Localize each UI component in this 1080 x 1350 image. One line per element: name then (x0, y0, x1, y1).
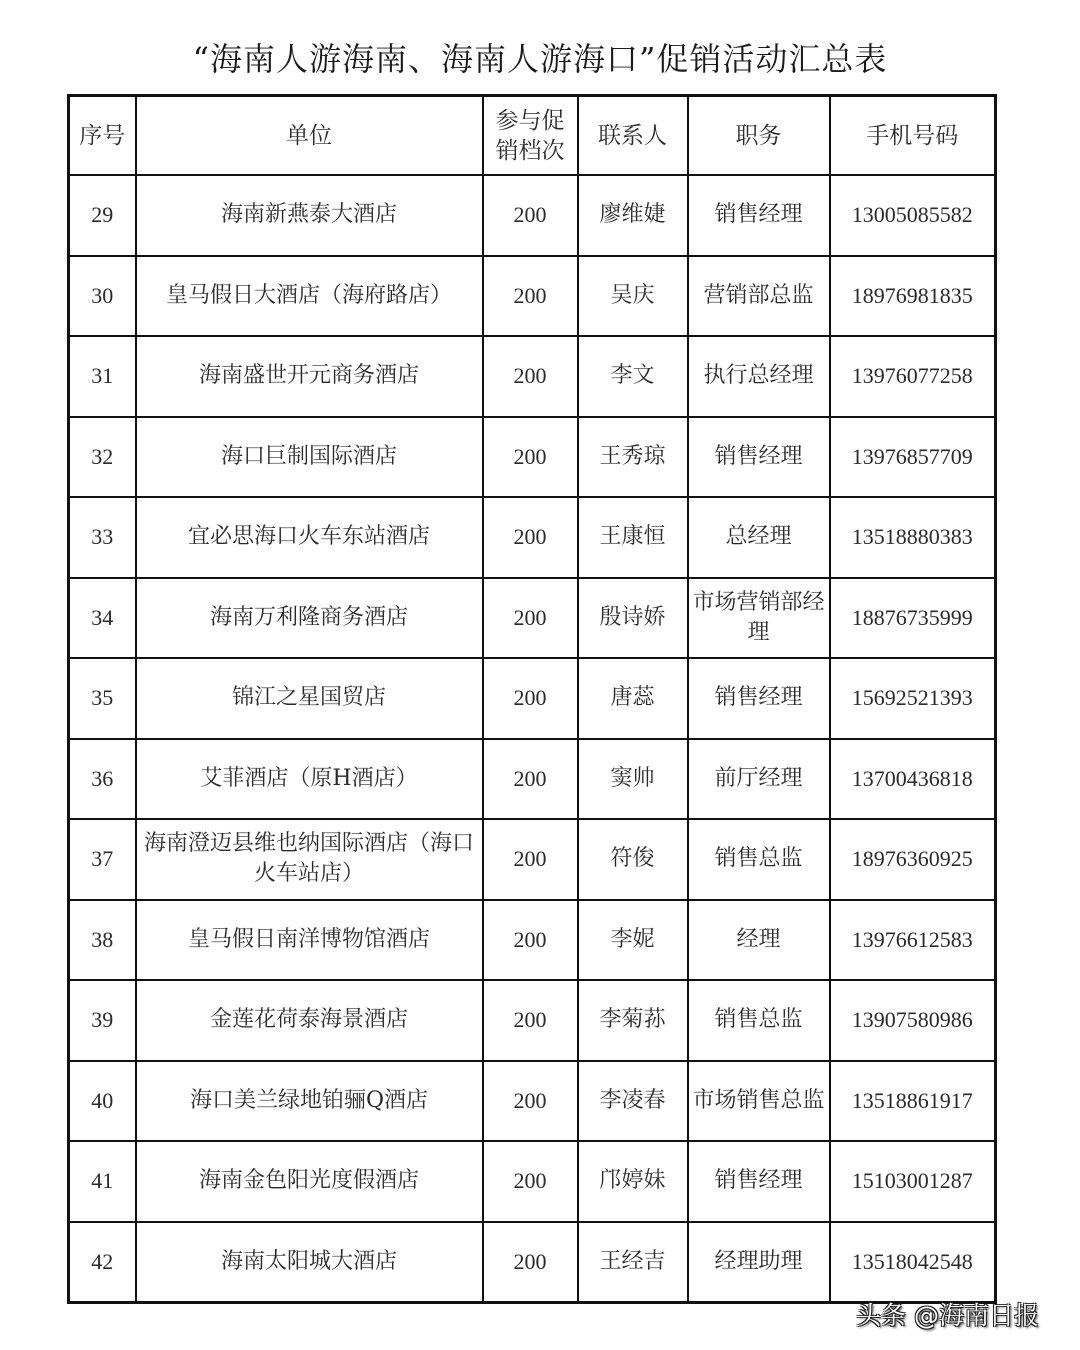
table-row (69, 336, 996, 417)
row-position: 前厅经理 (688, 739, 830, 820)
table-row (69, 658, 996, 739)
row-contact: 李妮 (578, 900, 688, 981)
row-position: 市场营销部经理 (688, 578, 830, 659)
table-row (69, 497, 996, 578)
table-row (69, 900, 996, 981)
table-row (69, 1061, 996, 1142)
row-unit: 海南万利隆商务酒店 (136, 578, 483, 659)
table-row (69, 1222, 996, 1303)
row-index: 37 (69, 819, 136, 900)
row-position: 销售经理 (688, 658, 830, 739)
row-contact: 王康恒 (578, 497, 688, 578)
row-unit: 海南太阳城大酒店 (136, 1222, 483, 1303)
header-contact: 联系人 (578, 96, 688, 176)
row-unit: 海口巨制国际酒店 (136, 417, 483, 498)
row-contact: 李凌春 (578, 1061, 688, 1142)
row-tier: 200 (483, 900, 578, 981)
header-row (69, 96, 996, 176)
row-position: 市场销售总监 (688, 1061, 830, 1142)
row-unit: 宜必思海口火车东站酒店 (136, 497, 483, 578)
row-contact: 李菊荪 (578, 980, 688, 1061)
row-position: 销售总监 (688, 819, 830, 900)
row-phone: 13518861917 (830, 1061, 996, 1142)
row-unit: 海口美兰绿地铂骊Q酒店 (136, 1061, 483, 1142)
row-phone: 18976981835 (830, 256, 996, 337)
row-contact: 李文 (578, 336, 688, 417)
table-row (69, 739, 996, 820)
row-phone: 13976857709 (830, 417, 996, 498)
row-contact: 邝婷妹 (578, 1141, 688, 1222)
row-tier: 200 (483, 256, 578, 337)
table-row (69, 819, 996, 900)
row-tier: 200 (483, 578, 578, 659)
row-index: 38 (69, 900, 136, 981)
row-contact: 廖维婕 (578, 175, 688, 256)
row-phone: 15692521393 (830, 658, 996, 739)
table-row (69, 1141, 996, 1222)
row-tier: 200 (483, 658, 578, 739)
row-index: 29 (69, 175, 136, 256)
row-contact: 窦帅 (578, 739, 688, 820)
row-unit: 艾菲酒店（原H酒店） (136, 739, 483, 820)
row-phone: 13518042548 (830, 1222, 996, 1303)
row-phone: 13005085582 (830, 175, 996, 256)
row-position: 销售经理 (688, 417, 830, 498)
row-tier: 200 (483, 819, 578, 900)
row-position: 销售经理 (688, 175, 830, 256)
row-position: 销售经理 (688, 1141, 830, 1222)
header-tier: 参与促销档次 (483, 96, 578, 176)
row-unit: 海南金色阳光度假酒店 (136, 1141, 483, 1222)
row-phone: 13700436818 (830, 739, 996, 820)
row-phone: 13907580986 (830, 980, 996, 1061)
row-phone: 13518880383 (830, 497, 996, 578)
row-contact: 王经吉 (578, 1222, 688, 1303)
row-position: 执行总经理 (688, 336, 830, 417)
table-row (69, 256, 996, 337)
row-tier: 200 (483, 1222, 578, 1303)
row-index: 36 (69, 739, 136, 820)
row-index: 30 (69, 256, 136, 337)
row-index: 41 (69, 1141, 136, 1222)
table-row (69, 175, 996, 256)
table-row (69, 578, 996, 659)
row-tier: 200 (483, 1061, 578, 1142)
row-index: 39 (69, 980, 136, 1061)
row-tier: 200 (483, 497, 578, 578)
row-contact: 殷诗娇 (578, 578, 688, 659)
header-unit: 单位 (136, 96, 483, 176)
row-tier: 200 (483, 739, 578, 820)
row-unit: 金莲花荷泰海景酒店 (136, 980, 483, 1061)
table-row (69, 980, 996, 1061)
row-position: 营销部总监 (688, 256, 830, 337)
row-index: 31 (69, 336, 136, 417)
row-unit: 皇马假日大酒店（海府路店） (136, 256, 483, 337)
watermark: 头条 @海南日报 (856, 1301, 1039, 1330)
row-position: 总经理 (688, 497, 830, 578)
row-tier: 200 (483, 1141, 578, 1222)
row-phone: 18976360925 (830, 819, 996, 900)
row-contact: 吴庆 (578, 256, 688, 337)
row-contact: 唐蕊 (578, 658, 688, 739)
page-title: “海南人游海南、海南人游海口”促销活动汇总表 (192, 40, 888, 78)
row-tier: 200 (483, 980, 578, 1061)
row-index: 34 (69, 578, 136, 659)
row-tier: 200 (483, 175, 578, 256)
table-row (69, 417, 996, 498)
row-index: 42 (69, 1222, 136, 1303)
row-unit: 皇马假日南洋博物馆酒店 (136, 900, 483, 981)
row-unit: 海南盛世开元商务酒店 (136, 336, 483, 417)
row-contact: 符俊 (578, 819, 688, 900)
row-index: 33 (69, 497, 136, 578)
row-phone: 13976612583 (830, 900, 996, 981)
row-index: 40 (69, 1061, 136, 1142)
row-phone: 15103001287 (830, 1141, 996, 1222)
promotion-summary-table (67, 94, 997, 1304)
row-phone: 13976077258 (830, 336, 996, 417)
row-position: 经理助理 (688, 1222, 830, 1303)
row-tier: 200 (483, 336, 578, 417)
row-unit: 海南新燕泰大酒店 (136, 175, 483, 256)
row-phone: 18876735999 (830, 578, 996, 659)
row-unit: 海南澄迈县维也纳国际酒店（海口火车站店） (136, 819, 483, 900)
header-phone: 手机号码 (830, 96, 996, 176)
row-tier: 200 (483, 417, 578, 498)
row-unit: 锦江之星国贸店 (136, 658, 483, 739)
row-index: 35 (69, 658, 136, 739)
row-position: 销售总监 (688, 980, 830, 1061)
row-index: 32 (69, 417, 136, 498)
header-index: 序号 (69, 96, 136, 176)
header-position: 职务 (688, 96, 830, 176)
row-contact: 王秀琼 (578, 417, 688, 498)
row-position: 经理 (688, 900, 830, 981)
